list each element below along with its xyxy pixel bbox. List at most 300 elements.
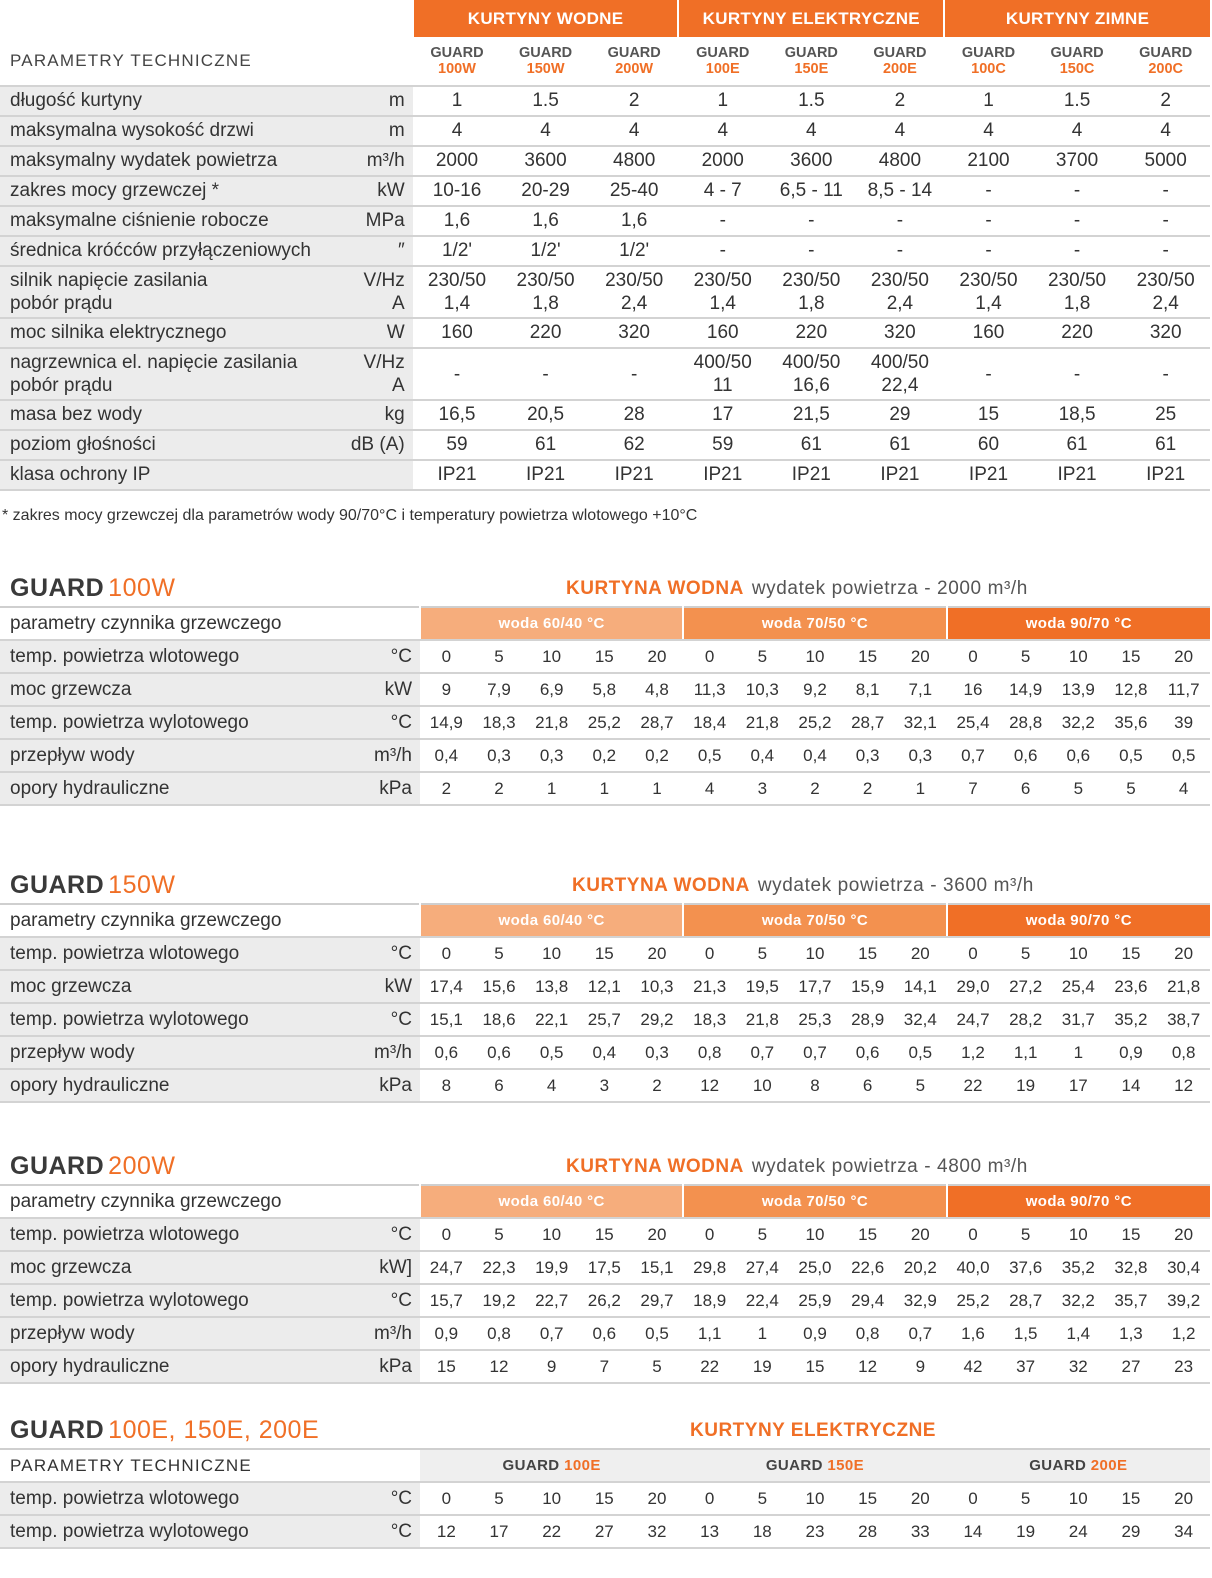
value-cell: 22,7 xyxy=(525,1284,578,1317)
value: 230/50 xyxy=(870,270,929,291)
value: 1.5 xyxy=(1063,90,1091,111)
value-cell xyxy=(1033,116,1122,146)
value-cell: 5 xyxy=(894,1069,947,1102)
value: 4 xyxy=(451,120,463,141)
unit: dB (A) xyxy=(350,434,405,455)
value-cell: 0,9 xyxy=(789,1317,842,1350)
value: 230/50 xyxy=(1136,270,1195,291)
model-code: 100C xyxy=(971,61,1006,77)
value-cell xyxy=(590,430,679,460)
param-label: temp. powietrza wlotowego xyxy=(0,1482,334,1515)
value: 160 xyxy=(972,322,1005,343)
value: - xyxy=(630,363,638,385)
value-cell: 0 xyxy=(420,1218,473,1251)
model-code: 100W xyxy=(108,574,176,602)
value: 160 xyxy=(441,322,473,343)
value-cell: 28,7 xyxy=(841,706,894,739)
water-row xyxy=(0,1036,1210,1069)
value-cell xyxy=(678,400,767,430)
value-cell xyxy=(767,318,856,348)
value-cell xyxy=(413,236,502,266)
value-cell: 12 xyxy=(473,1350,526,1383)
model-brand: GUARD xyxy=(765,1457,823,1474)
value-cell: 0,8 xyxy=(473,1317,526,1350)
value-cell: 23,6 xyxy=(1105,970,1158,1003)
value-cell: 15,7 xyxy=(420,1284,473,1317)
value-cell: 8 xyxy=(789,1069,842,1102)
unit-label: m³/h xyxy=(334,1036,420,1069)
value-cell xyxy=(678,176,767,206)
value-cell xyxy=(1121,348,1210,400)
water-group-header: woda 60/40 °C xyxy=(420,607,683,640)
value: - xyxy=(985,210,992,231)
value-cell: 20 xyxy=(1157,937,1210,970)
value-cell: 15,1 xyxy=(420,1003,473,1036)
value-cell: 22 xyxy=(525,1515,578,1548)
value-cell xyxy=(413,146,502,176)
value-cell: 29,0 xyxy=(947,970,1000,1003)
model-brand: GUARD xyxy=(502,1457,560,1474)
value-cell: 10 xyxy=(789,1218,842,1251)
value: 1,6 xyxy=(620,210,648,231)
value-cell: 11,3 xyxy=(683,673,736,706)
value-cell: 0 xyxy=(947,640,1000,673)
value-cell: 22,6 xyxy=(841,1251,894,1284)
param-name: klasa ochrony IP xyxy=(10,464,151,485)
value-cell: 0 xyxy=(683,937,736,970)
value-cell: 37,6 xyxy=(999,1251,1052,1284)
value-cell: 21,8 xyxy=(525,706,578,739)
value: 230/50 xyxy=(427,270,487,291)
value-cell: 6 xyxy=(841,1069,894,1102)
value-cell: 39,2 xyxy=(1157,1284,1210,1317)
value-2: 2,4 xyxy=(886,293,914,314)
water-header-row xyxy=(0,607,1210,640)
value-cell: 6,9 xyxy=(525,673,578,706)
value: 400/50 xyxy=(870,352,929,373)
value-cell xyxy=(856,146,945,176)
value-cell: 4 xyxy=(1157,772,1210,805)
value: 8,5 - 14 xyxy=(867,180,933,201)
value-cell: 5 xyxy=(999,1482,1052,1515)
spec-row xyxy=(0,146,1210,176)
value-cell: 12 xyxy=(1157,1069,1210,1102)
value-cell: 0,5 xyxy=(525,1036,578,1069)
header-unit-spacer xyxy=(334,904,420,937)
value: - xyxy=(985,240,992,261)
model-title xyxy=(10,1152,175,1181)
value-cell: 19 xyxy=(736,1350,789,1383)
value: IP21 xyxy=(437,464,477,485)
value-cell: 0 xyxy=(947,1218,1000,1251)
water-group-header: woda 70/50 °C xyxy=(683,607,946,640)
block-title xyxy=(690,1420,944,1442)
value: - xyxy=(542,363,549,385)
brand-name: GUARD xyxy=(10,1416,105,1444)
value-cell: 9 xyxy=(525,1350,578,1383)
value-2: 1,4 xyxy=(443,293,471,314)
value-cell: 0,7 xyxy=(894,1317,947,1350)
value-cell: 15 xyxy=(578,640,631,673)
value-cell: 19 xyxy=(999,1069,1052,1102)
value-cell: 1 xyxy=(894,772,947,805)
value-2: 2,4 xyxy=(1152,293,1179,314)
value-cell: 17,5 xyxy=(578,1251,631,1284)
value-cell xyxy=(944,206,1033,236)
value-cell: 34 xyxy=(1157,1515,1210,1548)
value-cell xyxy=(1033,206,1122,236)
water-group-header: woda 70/50 °C xyxy=(683,1185,946,1218)
param-label: temp. powietrza wylotowego xyxy=(0,706,334,739)
value-cell: 15 xyxy=(578,1218,631,1251)
model-header xyxy=(678,37,767,86)
unit-label xyxy=(336,318,413,348)
spec-row xyxy=(0,430,1210,460)
value-cell xyxy=(1033,236,1122,266)
value-cell xyxy=(413,116,502,146)
value-cell: 32 xyxy=(1052,1350,1105,1383)
value: 4 xyxy=(894,120,906,141)
value-cell: 10,3 xyxy=(631,970,684,1003)
value-cell: 10 xyxy=(736,1069,789,1102)
value-cell: 25,4 xyxy=(1052,970,1105,1003)
value-cell: 25,9 xyxy=(789,1284,842,1317)
value-cell: 7 xyxy=(947,772,1000,805)
value-cell xyxy=(767,266,856,318)
value: 400/50 xyxy=(693,352,752,373)
value-cell: 1,6 xyxy=(947,1317,1000,1350)
value-cell: 29,8 xyxy=(683,1251,736,1284)
value-cell: 0,6 xyxy=(841,1036,894,1069)
value-cell: 10 xyxy=(525,1482,578,1515)
param-label xyxy=(0,86,336,116)
unit: kg xyxy=(384,404,405,425)
spec-table xyxy=(0,0,1210,491)
value-cell: 19,9 xyxy=(525,1251,578,1284)
value: 2 xyxy=(628,90,640,111)
value-cell: 29,2 xyxy=(631,1003,684,1036)
value-cell: 13,9 xyxy=(1052,673,1105,706)
value-cell: 18,3 xyxy=(473,706,526,739)
value-cell: 15,9 xyxy=(841,970,894,1003)
param-name: poziom głośności xyxy=(10,434,156,455)
electric-header-row xyxy=(0,1449,1210,1482)
model-code: 150W xyxy=(108,871,176,899)
value: - xyxy=(1162,363,1169,385)
value-cell xyxy=(501,430,590,460)
value-cell xyxy=(501,116,590,146)
value-cell: 6 xyxy=(473,1069,526,1102)
value: 59 xyxy=(446,434,468,455)
value: 61 xyxy=(1155,434,1177,455)
value-cell: 12 xyxy=(683,1069,736,1102)
value-cell xyxy=(1033,400,1122,430)
header-param: parametry czynnika grzewczego xyxy=(0,607,334,640)
water-row xyxy=(0,739,1210,772)
param-label xyxy=(0,116,336,146)
spec-row xyxy=(0,460,1210,490)
model-brand: GUARD xyxy=(961,45,1016,61)
group-header-row xyxy=(0,0,1210,37)
value-cell: 20 xyxy=(894,1218,947,1251)
value: - xyxy=(1162,240,1169,261)
value-cell: 30,4 xyxy=(1157,1251,1210,1284)
header-param: parametry czynnika grzewczego xyxy=(0,1185,334,1218)
model-brand: GUARD xyxy=(607,45,661,61)
value-cell: 5 xyxy=(1052,772,1105,805)
value-cell xyxy=(1033,176,1122,206)
value: 1,6 xyxy=(443,210,471,231)
value-cell: 0 xyxy=(683,1218,736,1251)
header-unit-spacer xyxy=(334,1185,420,1218)
value-cell: 24 xyxy=(1052,1515,1105,1548)
value-cell xyxy=(413,176,502,206)
value-cell: 7,1 xyxy=(894,673,947,706)
value-cell: 2 xyxy=(420,772,473,805)
value-cell: 16 xyxy=(947,673,1000,706)
block-subtitle: wydatek powietrza - 4800 m³/h xyxy=(751,1156,1028,1177)
value-cell: 28,7 xyxy=(631,706,684,739)
param-label: temp. powietrza wylotowego xyxy=(0,1003,334,1036)
value: - xyxy=(453,363,461,385)
value-2: 1,8 xyxy=(1063,293,1091,314)
value-cell: 11,7 xyxy=(1157,673,1210,706)
value-cell: 1,1 xyxy=(683,1317,736,1350)
value: IP21 xyxy=(880,464,920,485)
value-cell xyxy=(678,116,767,146)
param-name: masa bez wody xyxy=(10,404,143,425)
value-2: 1,8 xyxy=(798,293,825,314)
value-cell: 0,6 xyxy=(1052,739,1105,772)
model-brand: GUARD xyxy=(696,45,750,61)
value-cell: 39 xyxy=(1157,706,1210,739)
value-cell: 32,4 xyxy=(894,1003,947,1036)
value: - xyxy=(1073,240,1081,261)
value-cell: 0 xyxy=(947,1482,1000,1515)
value-cell: 12,1 xyxy=(578,970,631,1003)
value: 2000 xyxy=(435,150,479,171)
value-cell: 37 xyxy=(999,1350,1052,1383)
model-brand: GUARD xyxy=(1050,45,1104,61)
unit: m³/h xyxy=(366,150,405,171)
value-cell: 0,6 xyxy=(578,1317,631,1350)
value: 2 xyxy=(894,90,906,111)
value-cell xyxy=(1121,86,1210,116)
water-row xyxy=(0,1218,1210,1251)
value-cell xyxy=(856,430,945,460)
block-subtitle: wydatek powietrza - 2000 m³/h xyxy=(751,578,1028,599)
value-cell: 12 xyxy=(841,1350,894,1383)
param-label: moc grzewcza xyxy=(0,673,334,706)
model-code: 100W xyxy=(438,61,476,77)
unit: kW xyxy=(377,180,405,201)
value-cell xyxy=(856,266,945,318)
value-cell: 15 xyxy=(420,1350,473,1383)
value-cell: 0,8 xyxy=(1157,1036,1210,1069)
model-header xyxy=(944,37,1033,86)
value-cell xyxy=(856,348,945,400)
value-cell: 20 xyxy=(1157,1482,1210,1515)
value-cell xyxy=(413,86,502,116)
value-cell xyxy=(501,86,590,116)
value: 4 xyxy=(983,120,994,141)
value-cell: 5 xyxy=(473,937,526,970)
value: IP21 xyxy=(968,464,1009,485)
value-2: 22,4 xyxy=(881,375,919,396)
value-cell: 4 xyxy=(683,772,736,805)
water-group-header: woda 90/70 °C xyxy=(947,1185,1210,1218)
value-cell: 15,1 xyxy=(631,1251,684,1284)
value-cell: 0 xyxy=(947,937,1000,970)
unit-label xyxy=(336,430,413,460)
unit-label xyxy=(336,460,413,490)
value: 29 xyxy=(889,404,911,425)
value-cell: 33 xyxy=(894,1515,947,1548)
value-cell: 0 xyxy=(420,1482,473,1515)
param-label: temp. powietrza wlotowego xyxy=(0,640,334,673)
electric-row xyxy=(0,1482,1210,1515)
unit: V/Hz xyxy=(363,352,405,373)
value: 400/50 xyxy=(782,352,841,373)
value-cell: 0,7 xyxy=(736,1036,789,1069)
value: 1/2' xyxy=(441,240,473,261)
value-cell xyxy=(767,206,856,236)
value-cell: 32,2 xyxy=(1052,706,1105,739)
value-cell: 21,8 xyxy=(736,1003,789,1036)
value: 20-29 xyxy=(521,180,570,201)
value-cell: 20 xyxy=(631,640,684,673)
value-cell xyxy=(767,236,856,266)
value-cell xyxy=(944,146,1033,176)
value-cell xyxy=(856,116,945,146)
value-cell: 15 xyxy=(578,1482,631,1515)
value-cell: 3 xyxy=(736,772,789,805)
value-cell: 0,2 xyxy=(631,739,684,772)
model-brand: GUARD xyxy=(518,45,573,61)
value-cell: 10 xyxy=(789,1482,842,1515)
value-cell xyxy=(413,430,502,460)
value-cell: 14,9 xyxy=(999,673,1052,706)
value: 4 xyxy=(1160,120,1171,141)
value-cell: 0,4 xyxy=(420,739,473,772)
param-name: maksymalny wydatek powietrza xyxy=(10,150,278,171)
spec-row xyxy=(0,400,1210,430)
value-cell xyxy=(1033,460,1122,490)
value-cell: 28,2 xyxy=(999,1003,1052,1036)
model-group-header xyxy=(947,1449,1210,1482)
value-cell: 1,4 xyxy=(1052,1317,1105,1350)
value-cell: 1 xyxy=(631,772,684,805)
value-cell: 2 xyxy=(631,1069,684,1102)
model-brand: GUARD xyxy=(784,45,838,61)
block-type: KURTYNY ELEKTRYCZNE xyxy=(690,1420,936,1441)
header-param: PARAMETRY TECHNICZNE xyxy=(0,1449,334,1482)
value-cell xyxy=(501,176,590,206)
value-cell: 5 xyxy=(999,1218,1052,1251)
value-cell: 1,2 xyxy=(1157,1317,1210,1350)
value-cell xyxy=(944,86,1033,116)
unit-label: m³/h xyxy=(334,739,420,772)
unit-label xyxy=(336,176,413,206)
param-name: moc silnika elektrycznego xyxy=(10,322,227,343)
value: - xyxy=(1073,210,1081,231)
model-code: 200E xyxy=(1090,1457,1128,1474)
param-label xyxy=(0,266,336,318)
value: IP21 xyxy=(614,464,654,485)
block-header xyxy=(0,1412,1210,1448)
water-table xyxy=(0,606,1210,806)
value: 220 xyxy=(1061,322,1093,343)
value-cell xyxy=(501,400,590,430)
water-row xyxy=(0,640,1210,673)
water-row xyxy=(0,673,1210,706)
block-type: KURTYNA WODNA xyxy=(572,875,750,896)
value-cell: 25,2 xyxy=(578,706,631,739)
value-cell: 20 xyxy=(631,1218,684,1251)
value-cell xyxy=(1121,400,1210,430)
electric-row xyxy=(0,1515,1210,1548)
group-header: KURTYNY ELEKTRYCZNE xyxy=(678,0,944,37)
model-group-header xyxy=(683,1449,946,1482)
value-cell: 23 xyxy=(789,1515,842,1548)
value-cell: 1,3 xyxy=(1105,1317,1158,1350)
value: 3600 xyxy=(790,150,833,171)
value-cell xyxy=(1121,266,1210,318)
unit-2: A xyxy=(392,375,405,396)
spec-header-label: PARAMETRY TECHNICZNE xyxy=(0,37,413,86)
value-cell xyxy=(590,400,679,430)
value-cell: 17,7 xyxy=(789,970,842,1003)
block-subtitle: wydatek powietrza - 3600 m³/h xyxy=(757,875,1034,896)
value: 16,5 xyxy=(438,404,476,425)
value: 1 xyxy=(717,90,729,111)
model-code: 100E, 150E, 200E xyxy=(108,1416,320,1444)
value-cell: 1,2 xyxy=(947,1036,1000,1069)
value: 21,5 xyxy=(792,404,830,425)
header-unit-spacer xyxy=(334,607,420,640)
water-header-row xyxy=(0,904,1210,937)
group-header: KURTYNY ZIMNE xyxy=(944,0,1210,37)
block-title xyxy=(572,875,1034,897)
value-cell: 0,3 xyxy=(841,739,894,772)
unit-label xyxy=(336,116,413,146)
water-table xyxy=(0,903,1210,1103)
unit: m xyxy=(388,120,405,141)
value-cell xyxy=(1121,116,1210,146)
param-label: przepływ wody xyxy=(0,1317,334,1350)
value: 61 xyxy=(800,434,822,455)
value: 230/50 xyxy=(693,270,752,291)
value-cell: 38,7 xyxy=(1157,1003,1210,1036)
value-cell: 1 xyxy=(736,1317,789,1350)
model-brand: GUARD xyxy=(430,45,484,61)
value-cell: 0,7 xyxy=(525,1317,578,1350)
value-cell: 28 xyxy=(841,1515,894,1548)
value-cell: 17 xyxy=(473,1515,526,1548)
value-cell xyxy=(767,176,856,206)
header-unit-spacer xyxy=(334,1449,420,1482)
value-cell: 0,5 xyxy=(1157,739,1210,772)
value-cell: 1,5 xyxy=(999,1317,1052,1350)
value-cell: 10 xyxy=(789,937,842,970)
value: - xyxy=(896,240,904,261)
param-label: przepływ wody xyxy=(0,739,334,772)
value: 61 xyxy=(1066,434,1088,455)
value-cell: 22,4 xyxy=(736,1284,789,1317)
value: IP21 xyxy=(791,464,831,485)
value-cell: 9 xyxy=(894,1350,947,1383)
value-cell xyxy=(413,266,502,318)
